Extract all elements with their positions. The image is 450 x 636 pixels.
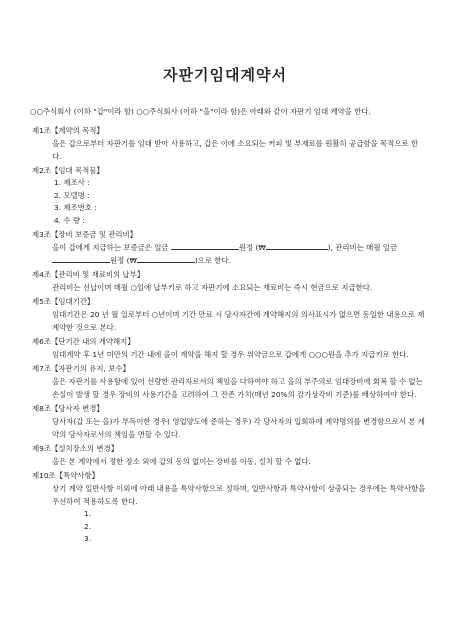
article-3-part: 원정 (₩ — [110, 256, 137, 265]
article-9-heading: 제9조【설치장소의 변경】 — [32, 444, 119, 453]
article-3-part: 을이 갑에게 지급하는 보증금은 일금 — [52, 243, 169, 252]
document-title: 자판기임대계약서 — [163, 66, 287, 84]
article-10-heading: 제10조【특약사항】 — [32, 471, 100, 480]
article-9-text: 을은 본 계약에서 정한 장소 외에 갑의 동의 없이는 장비를 이동, 설치 할 수 없다. — [52, 457, 311, 466]
article-3-part: 원정 (₩ — [238, 243, 266, 252]
list-item: 1. 제조사 : — [54, 178, 90, 187]
article-5-text: 임대기간은 20 년 월 일로부터 ○년이며 기간 만료 시 당사자간에 계약해지의 의사표시가 없으면 동일한 내용으로 재계약한 것으로 본다. — [52, 310, 425, 332]
article-2-list — [54, 177, 426, 227]
intro-paragraph: ○○주식회사 (이하 "갑"이라 함) ○○주식회사 (이하 "을"이라 함)은 아래와 같이 자판기 임대 계약을 한다. — [30, 107, 371, 116]
article-2-heading: 제2조【임대 목적물】 — [32, 166, 104, 175]
deposit-won-blank — [266, 241, 328, 250]
article-7-text: 을은 자판기를 사용함에 있어 선량한 관리자로서의 책임을 다하여야 하고 을의 부주의로 임대장비에 회복 할 수 없는 손실이 발생 할 경우 장비의 사용기간을 고려하여 그 잔존 가치(매년 20%의 감가상각비 기준)를 배상하여야 한다. — [52, 377, 423, 399]
article-3-heading: 제3조【장비 보증금 및 관리비】 — [32, 230, 138, 239]
article-8-heading: 제8조【당사자 변경】 — [32, 404, 104, 413]
article-4-heading: 제4조【관리비 및 재료비의 납부】 — [32, 270, 145, 279]
article-6-heading: 제6조【단기간 내의 계약해지】 — [32, 337, 135, 346]
article-10-list — [84, 508, 426, 546]
article-4-text: 관리비는 선납이며 매월 ○일에 납부키로 하고 자판기에 소요되는 재료비는 즉시 현금으로 지급한다. — [52, 283, 373, 292]
fee-amount-blank — [52, 254, 110, 263]
article-5-heading: 제5조【임대기간】 — [32, 297, 95, 306]
article-7-heading: 제7조【자판기의 유지, 보수】 — [32, 364, 130, 373]
deposit-amount-blank — [171, 241, 239, 250]
fee-won-blank — [137, 254, 195, 263]
article-10-text: 상기 계약 일반사항 이외에 아래 내용을 특약사항으로 정하며, 일반사항과 특약사항이 상충되는 경우에는 특약사항을 우선하여 적용하도록 한다. — [52, 484, 426, 506]
article-3-part: ), 관리비는 매월 일금 — [327, 243, 398, 252]
article-1-heading: 제1조【계약의 목적】 — [32, 126, 104, 135]
article-6-text: 임대계약 후 1년 미만의 기간 내에 을이 계약을 해지 할 경우 위약금으로 갑에게 ○○○원을 추가 지급키로 한다. — [52, 350, 409, 359]
list-item: 1. — [84, 509, 92, 518]
list-item: 3. — [84, 534, 92, 543]
list-item: 4. 수 량 : — [54, 215, 85, 225]
article-1-text: 을은 갑으로부터 자판기를 임대 받아 사용하고, 갑은 이에 소요되는 커피 및 부재료를 원활히 공급함을 목적으로 한다. — [52, 139, 419, 161]
article-8-text: 당사자(갑 또는 을)가 부득이한 경우( 영업양도에 준하는 경우) 각 당사자의 입회하에 계약명의를 변경함으로서 본 계약의 당사자로서의 책임을 면할 수 있다. — [52, 417, 425, 439]
list-item: 2. 모델명 : — [54, 190, 90, 200]
list-item: 3. 제조번호 : — [54, 203, 97, 212]
article-3-part: )으로 한다. — [194, 256, 231, 265]
article-3-text — [52, 241, 426, 267]
list-item: 2. — [84, 521, 92, 531]
